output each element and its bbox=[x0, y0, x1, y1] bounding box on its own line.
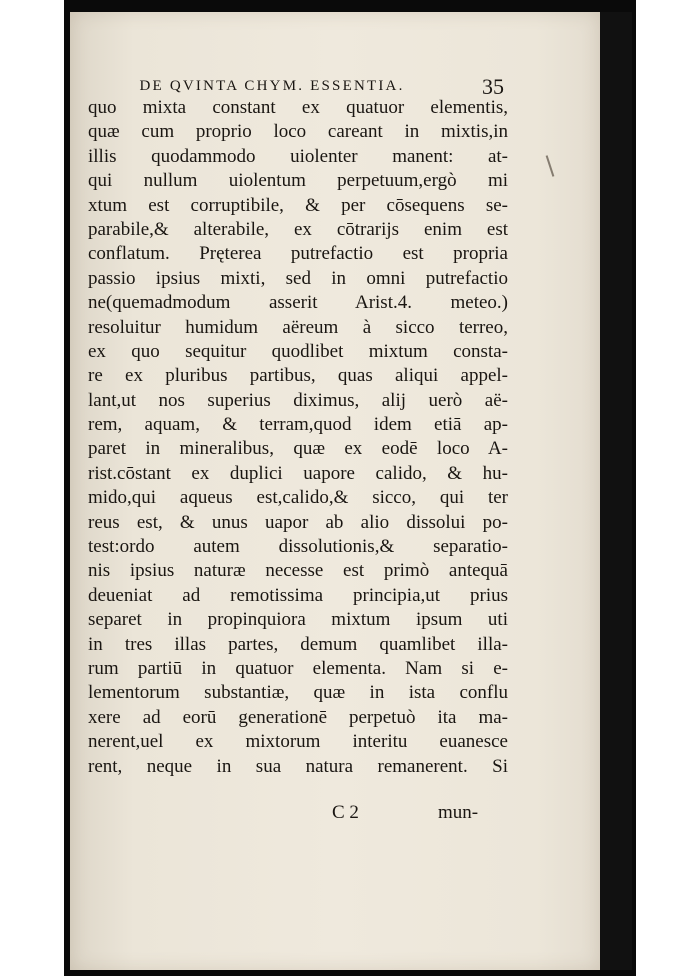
text-line: rum partiū in quatuor elementa. Nam si e- bbox=[88, 657, 508, 679]
text-line: re ex pluribus partibus, quas aliqui appel- bbox=[88, 365, 508, 387]
signature-mark: C 2 bbox=[332, 802, 359, 823]
text-line: resoluitur humidum aëreum à sicco terreo, bbox=[88, 316, 508, 338]
catchword: mun- bbox=[438, 802, 479, 823]
running-head: DE QVINTA CHYM. ESSENTIA. bbox=[139, 78, 405, 94]
body-text bbox=[88, 96, 508, 779]
text-line: passio ipsius mixti, sed in omni putrefactio bbox=[88, 267, 508, 289]
text-line: rent, neque in sua natura remanerent. Si bbox=[88, 755, 508, 777]
text-line: qui nullum uiolentum perpetuum,ergò mi bbox=[88, 170, 508, 192]
text-line: nis ipsius naturæ necesse est primò antequā bbox=[88, 560, 508, 582]
text-line: ne(quemadmodum asserit Arist.4. meteo.) bbox=[88, 292, 508, 314]
page-edge-shadow bbox=[600, 12, 632, 970]
text-line: lant,ut nos superius diximus, alij uerò aë- bbox=[88, 389, 508, 411]
text-line: test:ordo autem dissolutionis,& separatio- bbox=[88, 536, 508, 558]
text-line: conflatum. Prętereа putrefactio est propria bbox=[88, 243, 508, 265]
text-line: quo mixta constant ex quatuor elementis, bbox=[88, 97, 508, 118]
text-line: xtum est corruptibile, & per cōsequens se- bbox=[88, 194, 508, 216]
page-number: 35 bbox=[482, 74, 504, 99]
text-line: nerent,uel ex mixtorum interitu euanesce bbox=[88, 731, 508, 753]
text-line: deueniat ad remotissima principia,ut prius bbox=[88, 584, 508, 606]
text-line: parabile,& alterabile, ex cōtrarijs enim est bbox=[88, 218, 508, 240]
text-line: illis quodammodo uiolenter manent: at- bbox=[88, 145, 508, 167]
text-line: separet in propinquiora mixtum ipsum uti bbox=[88, 609, 508, 631]
text-line: paret in mineralibus, quæ ex eodē loco A- bbox=[88, 438, 508, 460]
text-line: rist.cōstant ex duplici uapore calido, & hu- bbox=[88, 462, 508, 484]
page-header bbox=[72, 60, 512, 100]
text-line: lementorum substantiæ, quæ in ista conflu bbox=[88, 682, 508, 704]
page-footer bbox=[88, 802, 508, 830]
text-line: xere ad eorū generationē perpetuò ita ma- bbox=[88, 706, 508, 728]
text-line: ex quo sequitur quodlibet mixtum consta- bbox=[88, 340, 508, 362]
text-line: mido,qui aqueus est,calido,& sicco, qui ter bbox=[88, 487, 508, 509]
text-line: quæ cum proprio loco careant in mixtis,in bbox=[88, 121, 508, 143]
text-line: reus est, & unus uapor ab alio dissolui po- bbox=[88, 511, 508, 533]
text-line: in tres illas partes, demum quamlibet illa- bbox=[88, 633, 508, 655]
text-line: rem, aquam, & terram,quod idem etiā ap- bbox=[88, 414, 508, 436]
